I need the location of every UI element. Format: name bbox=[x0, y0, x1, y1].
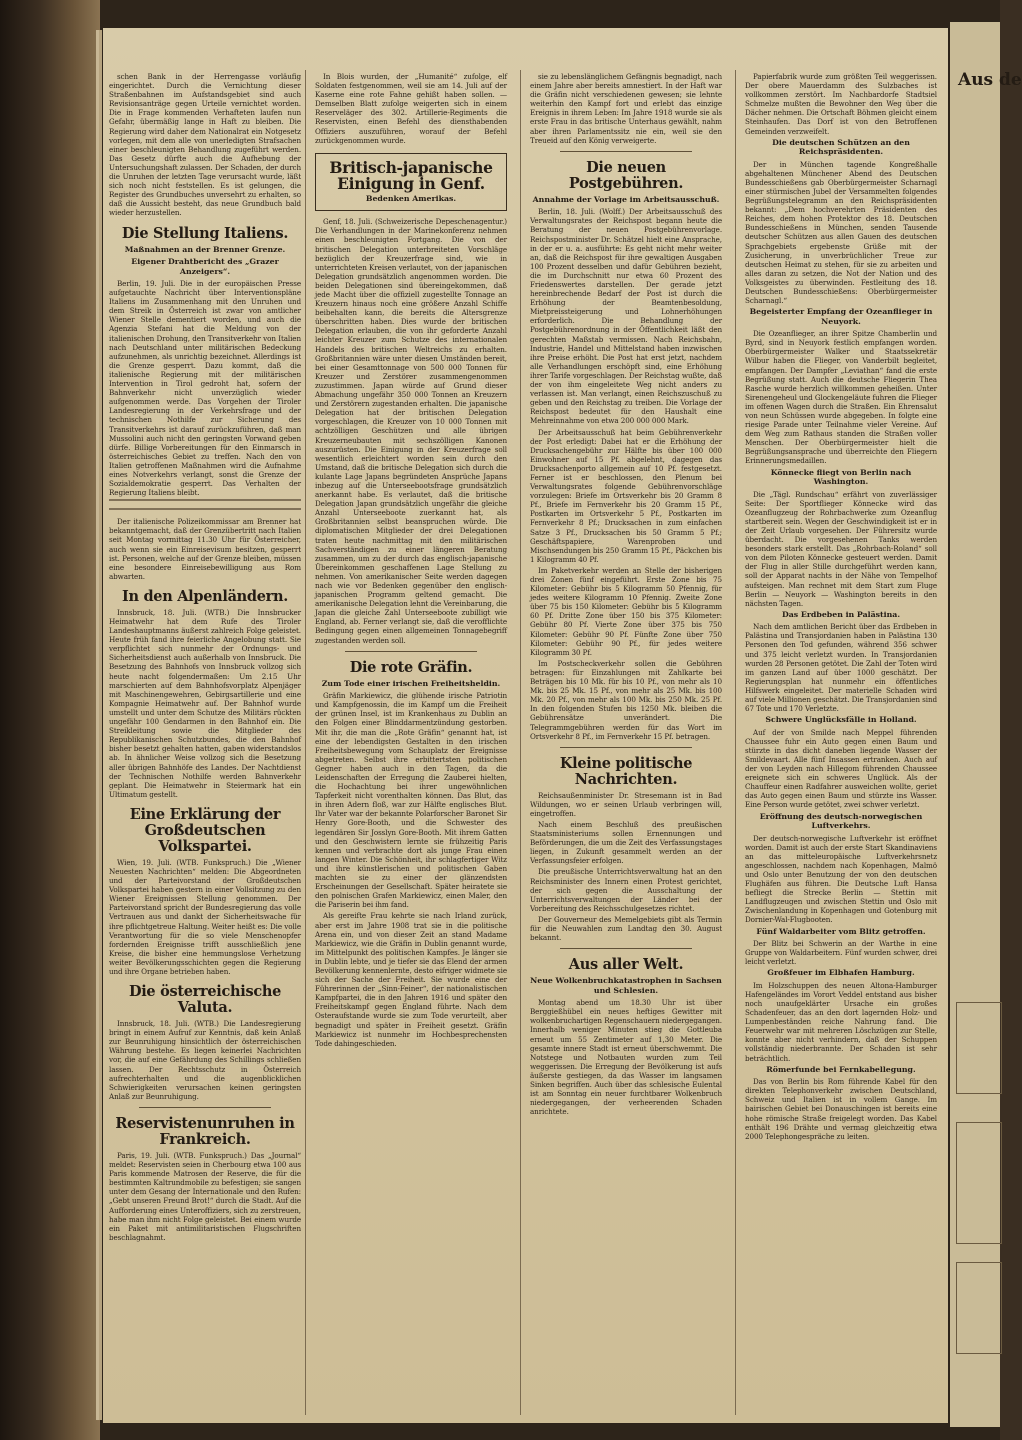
article-subheadline: Annahme der Vorlage im Arbeitsausschuß. bbox=[532, 194, 720, 204]
illegible-text-lines bbox=[109, 499, 301, 510]
article-paragraph: Der italienische Polizeikommissar am Brenner hat bekanntgemacht, daß der Grenzübertritt nach Italien seit Montag vormittag 11.30 Uhr für Österreicher, auch wenn sie ein Einreisevisum besitzen, gesperrt ist. Personen, welche auf der Grenze bleiben, müssen eine besondere Einreisebewilligung aus Rom abwarten. bbox=[109, 517, 301, 581]
article-subheadline: Schwere Unglücksfälle in Holland. bbox=[765, 715, 917, 725]
article-paragraph: schen Bank in der Herrengasse vorläufig eingerichtet. Durch die Vernichtung dieser Straßenbahnen im Aufstandsgebiet sind auch Revisionsanträge gegen Urteile vernichtet worden. Die in Frage kommenden Verhafteten laufen nun Gefahr, übermäßig lange in Haft zu bleiben. Die Regierung wird daher dem Nationalrat ein Notgesetz vorlegen, mit dem alle von unerledigten Strafsachen einer beschleunigten Behandlung zugeführt werden. Das Gesetz dürfte auch die Aufhebung der Untersuchungshaft zulassen. Der Schaden, der durch die Unruhen der letzten Tage verursacht wurde, läßt sich noch nicht feststellen. Es ist gelungen, die Register des Grundbuches unversehrt zu erhalten, so daß die Aussicht besteht, das neue Grundbuch bald wieder herzustellen. bbox=[109, 72, 301, 218]
article-subheadline: Bedenken Amerikas. bbox=[365, 193, 457, 203]
article-paragraph: Montag abend um 18.30 Uhr ist über Berggießhübel ein neues heftiges Gewitter mit wolkenbruchartigen Regenschauern niedergegangen. Innerhalb weniger Minuten stieg die Gottleuba erneut um 55 Zentimeter auf 1,30 Meter. Die gesamte innere Stadt ist erneut überschwemmt. Die Notstege und Notbauten wurden zum Teil weggerissen. Die Erregung der Bevölkerung ist aufs äußerste gestiegen, da das Wasser im langsamen Sinken begriffen. Auch über das schlesische Eulental ist am Sonntag ein neuer furchtbarer Wolkenbruch niedergegangen, der verheerenden Schaden anrichtete. bbox=[530, 998, 722, 1117]
facing-page-ad-box bbox=[956, 1122, 1002, 1244]
text-line bbox=[109, 499, 301, 501]
article-paragraph: Der Gouverneur des Memelgebiets gibt als Termin für die Neuwahlen zum Landtag den 30. August bekannt. bbox=[530, 914, 722, 943]
article-paragraph: Genf, 18. Juli. (Schweizerische Depeschenagentur.) Die Verhandlungen in der Marinekonferenz nehmen einen beschleunigten Fortgang. Die von der britischen Delegation unterbreiteten Vorschläge bezüglich der Kreuzerfrage sind, wie in unterrichteten Kreisen verlautet, von der japanischen Delegation grundsätzlich angenommen worden. Die beiden Delegationen sind übereingekommen, daß jede Macht über die offiziell zugestellte Tonnage an Kreuzern hinaus noch eine größere Anzahl Schiffe beibehalten kann, die bereits die Altersgrenze überschritten haben. Dies wurde der britischen Delegation erlauben, die von ihr geforderte Anzahl leichter Kreuzer zum Schutze des internationalen Handels des britischen Weltreichs zu erhalten. Großbritannien wäre unter diesen Umständen bereit, bei einer Gesamttonnage von 500 000 Tonnen für Kreuzer und Zerstörer zusammengenommen zuzustimmen. Japan würde auf Grund dieser Abmachung ungefähr 350 000 Tonnen an Kreuzern und Zerstörern zugestanden erhalten. Die japanische Delegation hat der britischen Delegation vorgeschlagen, die Kreuzer von 10 000 Tonnen mit achtzölligen Geschützen und alle übrigen Kreuzerneubauten mit sechszölligen Kanonen auszurüsten. Die Einigung in der Kreuzerfrage soll wesentlich erleichtert worden sein durch den Umstand, daß die britische Delegation sich durch die kulante Lage Japans begründeten Ansprüche Japans inbezug auf die Unterseebootsfrage grundsätzlich anerkannt habe. Es verlautet, daß die britische Delegation Japan grundsätzlich ungefähr die gleiche Anzahl Unterseeboote zuerkannt hat, als Großbritannien selbst beanspruchen würde. Die diplomatischen Mitglieder der drei Delegationen traten heute nachmittag mit den militärischen Sachverständigen zu einer längeren Beratung zusammen, um zu der durch das englisch-japanische Übereinkommen geschaffenen Lage Stellung zu nehmen. Von amerikanischer Seite werden dagegen nach wie vor Bedenken gegenüber den englisch-japanischen Programm geltend gemacht. Die amerikanische Delegation lehnt die Vereinbarung, die Japan die gleiche Zahl Unterseeboote zubilligt wie England, ab. Ferner verlangt sie, daß die verofflichte Bedingung gegen einen allgemeinen Tonnagebegriff zugestanden werden soll. bbox=[315, 217, 507, 645]
column-2 bbox=[315, 72, 507, 1412]
article-headline: Kleine politische Nachrichten. bbox=[559, 754, 693, 788]
article-subheadline: Fünf Waldarbeiter vom Blitz getroffen. bbox=[756, 926, 926, 936]
article-subheadline: Begeisterter Empfang der Ozeanflieger in Neuyork. bbox=[749, 307, 933, 326]
article-headline: Britisch-japanische Einigung in Genf. bbox=[329, 157, 493, 193]
article-paragraph: Im Paketverkehr werden an Stelle der bisherigen drei Zonen fünf eingeführt. Erste Zone bis 75 Kilometer: Gebühr bis 5 Kilogramm 50 Pfennig, für jedes weitere Kilogramm 10 Pfennig. Zweite Zone über 75 bis 150 Kilometer: Gebühr bis 5 Kilogramm 60 Pf. Dritte Zone über 150 bis 375 Kilometer: Gebühr 80 Pf. Vierte Zone über 375 bis 750 Kilometer: Gebühr 90 Pf. Fünfte Zone über 750 Kilometer: Gebühr 90 Pf., für jedes weitere Kilogramm 30 Pf. bbox=[530, 565, 722, 657]
article-paragraph: sie zu lebenslänglichem Gefängnis begnadigt, nach einem Jahre aber bereits amnestiert. In der Haft war die Gräfin nicht verschiedenen gewesen; sie lehnte weiterhin den Kampf fort und erlebt das einzige Ereignis in ihrem Leben: Im Jahre 1918 wurde sie als erste Frau in das britische Unterhaus gewählt, nahm aber ihren Parlamentssitz nie ein, weil sie den Treueid auf den König verweigerte. bbox=[530, 72, 722, 145]
article-headline: Reservistenunruhen in Frankreich. bbox=[115, 1114, 295, 1148]
newspaper-page bbox=[103, 28, 948, 1423]
article-headline: Die neuen Postgebühren. bbox=[568, 158, 684, 192]
article-paragraph: Wien, 19. Juli. (WTB. Funkspruch.) Die „Wiener Neuesten Nachrichten“ melden: Die Abgeordneten und der Parteivorstand der Großdeutschen Volkspartei haben gestern in einer Vollsitzung zu den Wiener Ereignissen Stellung genommen. Der Parteivorstand spricht der Bundesregierung das volle Vertrauen aus und dankt der Sicherheitswache für ihre pflichtgetreue Haltung. Weiter heißt es: Die volle Verantwortung für die so viele Menschenopfer fordernden Ereignisse trifft ausschließlich jene Kreise, die bisher eine hemmungslose Verhetzung weiter Bevölkerungsschichten gegen die Regierung und ihre Organe betrieben haben. bbox=[109, 857, 301, 976]
article-paragraph: Berlin, 18. Juli. (Wolff.) Der Arbeitsausschuß des Verwaltungsrates der Reichspost begann heute die Beratung der neuen Postgebührenvorlage. Reichspostminister Dr. Schätzel hielt eine Ansprache, in der er u. a. ausführte: Es geht nicht mehr weiter an, daß die Reichspost für ihre gewaltigen Ausgaben 100 Prozent desselben und dafür Gebühren bezieht, die im Durchschnitt nur etwa 60 Prozent des Friedenswertes darstellen. Der gerade jetzt hereinbrechende Bedarf der Post ist durch die Erhöhung der Beamtenbesoldung, Mietpreissteigerung und Lohnerhöhungen erforderlich. Die Behandlung der Postgebührenordnung in der Öffentlichkeit läßt den gerechten Maßstab vermissen. Nach Reichsbahn, Industrie, Handel und Mittelstand haben inzwischen ihre Preise erhöht. Die Post hat erst jetzt, nachdem alle Verhandlungen erschöpft sind, eine Erhöhung ihrer Tarife vorgeschlagen. Der Reichstag wußte, daß der von ihm eingeleitete Weg nicht anders zu verlassen ist. Man verlangt, einen Reichszuschuß zu geben und den Reichstag zu treiben. Die Vorlage der Reichspost bedeutet für den Haushalt eine Mehreinnahme von etwa 200 000 000 Mark. bbox=[530, 207, 722, 426]
text-line bbox=[109, 508, 301, 510]
article-headline: Die Stellung Italiens. bbox=[121, 224, 289, 242]
section-separator bbox=[345, 651, 477, 652]
article-subheadline: Könnecke fliegt von Berlin nach Washington. bbox=[770, 467, 912, 487]
column-rule bbox=[735, 70, 736, 1415]
article-subheadline: Zum Tode einer irischen Freiheitsheldin. bbox=[321, 678, 501, 688]
section-separator bbox=[560, 948, 692, 949]
section-separator bbox=[560, 151, 692, 152]
article-paragraph: Die Ozeanflieger, an ihrer Spitze Chamberlin und Byrd, sind in Neuyork festlich empfangen worden. Oberbürgermeister Walker und Staatssekretär Wilbur haben die Flieger, von Vanderbilt begleitet, empfangen. Der Dampfer „Leviathan“ fand die erste Begrüßung statt. Auch die deutsche Fliegerin Thea Rasche wurde herzlich willkommen geheißen. Unter Sirenengeheul und Glockengeläute fuhren die Flieger im offenen Wagen durch die Straßen. Ein Ehrensalut von neun Schüssen wurde abgegeben. In folgte eine riesige Parade unter Teilnahme vieler Vereine. Auf dem Weg zum Rathaus standen die Straßen voller Menschen. Der Oberbürgermeister hielt die Begrüßungsansprache und überreichte den Fliegern Erinnerungsmedaillen. bbox=[745, 329, 937, 466]
article-paragraph: Paris, 19. Juli. (WTB. Funkspruch.) Das „Journal“ meldet: Reservisten seien in Cherbourg etwa 100 aus Paris kommende Matrosen der Reserve, die für die bestimmten Kaltrundmobile zu befestigen; sie sangen unter dem Gesang der Internationale und den Rufen: „Gebt unseren Freund Brot!“ durch die Stadt. Auf die Aufforderung eines Unteroffiziers, sich zu zerstreuen, habe man ihm nicht Folge geleistet. Bei einem wurde ein Paket mit antimilitaristischen Flugschriften beschlagnahmt. bbox=[109, 1150, 301, 1242]
article-paragraph: Auf der von Smilde nach Meppel führenden Chaussee fuhr ein Auto gegen einen Baum und stürzte in das dicht daneben liegende Wasser der Smildevaart. Alle fünf Insassen ertranken. Auch auf der von Leyden nach Hillegom führenden Chaussee ereignete sich ein schweres Unglück. Als der Chauffeur einen Radfahrer ausweichen wollte, geriet das Auto gegen einen Baum und stürzte ins Wasser. Eine Person wurde getötet, zwei schwer verletzt. bbox=[745, 727, 937, 810]
facing-page-ad-box bbox=[956, 1262, 1002, 1354]
column-rule bbox=[520, 70, 521, 1415]
article-paragraph: Berlin, 19. Juli. Die in der europäischen Presse aufgetauchte Nachricht über Interventionspläne Italiens im Zusammenhang mit den Unruhen und dem Streik in Österreich ist zwar von amtlicher Wiener Stelle dementiert worden, und auch die Agenzia Stefani hat die Meldung von der italienischen Drohung, den Transitverkehr von Italien nach Deutschland unter militärischen Bedeckung aufzunehmen, als unrichtig bezeichnet. Allerdings ist die Grenze gesperrt. Dazu kommt, daß die italienische Regierung mit der militärischen Intervention in Tirol gedroht hat, sofern der Bahnverkehr nicht unverzüglich wieder aufgenommen werde. Das Vorgehen der Tiroler Landesregierung in der Verkehrsfrage und der technischen Nothilfe zur Sicherung des Transitverkehrs ist darauf zurückzuführen, daß man Mussolini auch nicht den geringsten Vorwand geben dürfe. Billige Vorbereitungen für den Einmarsch in österreichisches Gebiet zu treffen. Nach den von Italien getroffenen Maßnahmen wird die Aufnahme eines Notverkehrs verlangt, sonst die Grenze der Sozialdemokratie gesperrt. Das Verhalten der Regierung Italiens bleibt. bbox=[109, 279, 301, 498]
article-subheadline: Maßnahmen an der Brenner Grenze. bbox=[124, 244, 286, 254]
article-paragraph: Die preußische Unterrichtsverwaltung hat an den Reichsminister des Innern einen Protest gerichtet, der sich gegen die Ausschaltung der Unterrichtsverwaltungen der Länder bei der Vorbereitung des Reichsschulgesetzes richtet. bbox=[530, 867, 722, 913]
article-paragraph: Der Blitz bei Schwerin an der Warthe in eine Gruppe von Waldarbeitern. Fünf wurden schwer, drei leicht verletzt. bbox=[745, 939, 937, 967]
facing-page-ad-box bbox=[956, 1002, 1002, 1094]
article-subheadline: Neue Wolkenbruchkatastrophen in Sachsen und Schlesien. bbox=[530, 976, 722, 995]
facing-page bbox=[950, 22, 1022, 1427]
page-edge bbox=[99, 30, 102, 1420]
book-binding bbox=[0, 0, 100, 1440]
article-headline: In den Alpenländern. bbox=[121, 587, 289, 605]
article-subheadline: Römerfunde bei Fernkabellegung. bbox=[766, 1064, 916, 1074]
article-paragraph: Im Holzschuppen des neuen Altona-Hamburger Hafengeländes im Vorort Veddel entstand aus bisher noch unaufgeklärter Ursache ein großes Schadenfeuer, das an den dort lagernden Holz- und Lumpenbeständen reiche Nahrung fand. Die Feuerwehr war mit mehreren Löschzügen zur Stelle, konnte aber nicht verhindern, daß der Schuppen vollständig niederbrannte. Der Schaden ist sehr beträchtlich. bbox=[745, 980, 937, 1063]
column-1 bbox=[109, 72, 301, 1412]
section-separator bbox=[560, 747, 692, 748]
article-subheadline: Eröffnung des deutsch-norwegischen Luftverkehrs. bbox=[759, 811, 923, 831]
article-headline: Eine Erklärung der Großdeutschen Volkspartei. bbox=[129, 805, 281, 855]
article-paragraph: Der deutsch-norwegische Luftverkehr ist eröffnet worden. Damit ist auch der erste Start Skandinaviens an das mitteleuropäische Luftverkehrsnetz angeschlossen, nachdem nach Kopenhagen, Malmö und Oslo unter Benutzung der von den deutschen Flughäfen aus führen. Die Deutsche Luft Hansa befliegt die Strecke Berlin — Stettin mit Landflugzeugen und zwischen Stettin und Oslo mit Zwischenlandung in Kopenhagen und Gotenburg mit Dornier-Wal-Flugbooten. bbox=[745, 833, 937, 925]
article-paragraph: Im Postscheckverkehr sollen die Gebühren betragen: für Einzahlungen mit Zahlkarte bei Beträgen bis 10 Mk. für bis 10 Pf., von mehr als 10 Mk. bis 25 Mk. 15 Pf., von mehr als 25 Mk. bis 100 Mk. 20 Pf., von mehr als 100 Mk. bis 250 Mk. 25 Pf. In den folgenden Stufen bis 1250 Mk. bleiben die Gebührensätze unverändert. Die Telegrammgebühren werden für das Wort im Ortsverkehr 8 Pf., im Fernverkehr 15 Pf. betragen. bbox=[530, 658, 722, 741]
article-paragraph: Nach dem amtlichen Bericht über das Erdbeben in Palästina und Transjordanien haben in Palästina 130 Personen den Tod gefunden, während 356 schwer und 375 leicht verletzt wurden. In Transjordanien wurden 28 Personen getötet. Die Zahl der Toten wird im ganzen Land auf über 1000 geschätzt. Der Regierungsplan hat nunmehr ein öffentliches Hilfswerk eingeleitet. Der materielle Schaden wird auf viele Millionen geschätzt. Die Transjordanien sind 67 Tote und 170 Verletzte. bbox=[745, 622, 937, 714]
article-paragraph: Nach einem Beschluß des preußischen Staatsministeriums sollen Ernennungen und Beförderungen, die um die Zeit des Verfassungstages liegen, in Zukunft gesammelt werden an der Verfassungsfeier erfolgen. bbox=[530, 819, 722, 866]
boxed-headline bbox=[315, 153, 507, 212]
column-4 bbox=[745, 72, 937, 1412]
section-separator bbox=[139, 1107, 271, 1108]
article-paragraph: Innsbruck, 18. Juli. (WTB.) Die Innsbrucker Heimatwehr hat dem Rufe des Tiroler Landeshauptmanns äußerst zahlreich Folge geleistet. Heute früh fand ihre feierliche Angelobung statt. Sie verpflichtet sich nunmehr der Ordnungs- und Sicherheitsdienst auch außerhalb von Innsbruck. Die Besetzung des Bahnhofs von Innsbruck vollzog sich heute nacht folgendermaßen: Um 2.15 Uhr marschierten auf dem Bahnhofsvorplatz Alpenjäger mit Maschinengewehren, Gebirgsartillerie und eine Kompagnie Heimatwehr auf. Der Bahnhof wurde umstellt und unter dem Schutze des Militärs rückten ungefähr 100 Gendarmen in den Bahnhof ein. Die Streikleitung sowie die Mitglieder des Republikanischen Schutzbundes, die den Bahnhof bisher besetzt gehalten hatten, gaben widerstandslos ab. In ähnlicher Weise vollzog sich die Besetzung aller übrigen Bahnhöfe des Landes. Der Nachtdienst der Technischen Nothilfe werden Bahnverkehr geplant. Die Heimatwehr in Steiermark hat ein Ultimatum gestellt. bbox=[109, 607, 301, 799]
article-paragraph: Gräfin Markiewicz, die glühende irische Patriotin und Kampfgenossin, die im Kampf um die Freiheit der grünen Insel, ist im Krankenhaus zu Dublin an den Folgen einer Blinddarmentzündung gestorben. Mit ihr, die man die „Rote Gräfin“ genannt hat, ist eine der lebendigsten Gestalten in den irischen Freiheitsbewegung vom Schauplatz der Ereignisse abgetreten. Selbst ihre erbittertsten politischen Gegner haben auch in den Tagen, da die Leidenschaften der Erregung die Zauberei hielten, die Hochachtung bei ihrer ungewöhnlichen Tapferkeit nicht vorenthalten können. Das Blut, das in ihren Adern floß, war zur Hälfte englisches Blut. Ihr Vater war der bekannte Polarforscher Baronet Sir Henry Gore-Booth, und die Schwester des legendären Sir Josslyn Gore-Booth. Mit ihrem Gatten und den Geschwistern lernte sie frühzeitig Paris kennen und verbrachte dort als junge Frau einen langen Winter. Die Schönheit, ihr schlagfertiger Witz und ihre künstlerischen und politischen Gaben machten sie zu einer der glänzendsten Erscheinungen der Gesellschaft. Später heiratete sie den polnischen Grafen Markiewicz, einen Maler, den die Pariserin bei ihm fand. bbox=[315, 691, 507, 910]
article-paragraph: Der Arbeitsausschuß hat beim Gebührenverkehr der Post erledigt: Dabei hat er die Erhöhung der Drucksachengebühr zur Hälfte bis über 100 000 Einwohner auf 15 Pf. abgelehnt, dagegen das Drucksachenporto allgemein auf 10 Pf. festgesetzt. Ferner ist er beschlossen, den Plenum bei Verwaltungsrates folgende Gebührenvorschläge vorzulegen: Briefe im Ortsverkehr bis 20 Gramm 8 Pf., Briefe im Fernverkehr bis 20 Gramm 15 Pf., Postkarten im Ortsverkehr 5 Pf., Postkarten im Fernverkehr 8 Pf.; Drucksachen in zum einfachen Satze 3 Pf., Drucksachen bis 50 Gramm 5 Pf.; Geschäftspapiere, Warenproben und Mischsendungen bis 250 Gramm 15 Pf., Päckchen bis 1 Kilogramm 40 Pf. bbox=[530, 427, 722, 564]
article-headline: Aus aller Welt. bbox=[568, 956, 684, 974]
article-paragraph: Reichsaußenminister Dr. Stresemann ist in Bad Wildungen, wo er seinen Urlaub verbringen will, eingetroffen. bbox=[530, 790, 722, 818]
article-subheadline: Großfeuer im Elbhafen Hamburg. bbox=[767, 968, 915, 978]
article-paragraph: Das von Berlin bis Rom führende Kabel für den direkten Telephonverkehr zwischen Deutschland, Schweiz und Italien ist in vollem Gange. Im bairischen Gebiet bei Donauschingen ist bereits eine hohe römische Straße freigelegt worden. Das Kabel enthält 196 Drähte und vermag gleichzeitig etwa 2000 Telephongespräche zu leiten. bbox=[745, 1077, 937, 1141]
article-subheadline: Das Erdbeben in Palästina. bbox=[781, 609, 901, 619]
article-headline: Die rote Gräfin. bbox=[349, 658, 473, 676]
article-subheadline: Eigener Drahtbericht des „Grazer Anzeigers“. bbox=[131, 257, 279, 276]
article-headline: Die österreichische Valuta. bbox=[128, 983, 282, 1017]
column-rule bbox=[305, 70, 306, 1415]
article-paragraph: Die „Tägl. Rundschau“ erfährt von zuverlässiger Seite: Der Sportflieger Könnecke wird das Ozeanflugzeug der Rohrbachwerke zum Ozeanflug startbereit sein. Wegen der Geschwindigkeit ist er in der Zeit Urlaub vorgesehen. Der Führersitz wurde überdacht. Die vorgesehenen Tanks werden besonders stark erstellt. Das „Rohrbach-Roland“ soll von dem Piloten Könnecke gesteuert werden. Damit der Flug in aller Stille durchgeführt werden kann, soll der Apparat nachts in der Nähe von Tempelhof aufsteigen. Man rechnet mit dem Start zum Fluge Berlin — Neuyork — Washington bereits in den nächsten Tagen. bbox=[745, 489, 937, 608]
facing-page-title: Aus de bbox=[958, 70, 1022, 90]
article-paragraph: Als gereifte Frau kehrte sie nach Irland zurück, aber erst im Jahre 1908 trat sie in die politische Arena ein, und von dieser Zeit an stand Madame Markiewicz, wie die Gräfin in Dublin genannt wurde, im Mittelpunkt des politischen Kampfes. Je länger sie in Dublin lebte, und je tiefer sie das Elend der armen Bevölkerung kennenlernte, desto eifriger widmete sie sich der Sache der Freiheit. Sie wurde eine der Führerinnen der „Sinn-Feiner“, der nationalistischen Kampfpartei, die in den Jahren 1916 und später den Freiheitskampf gegen England führte. Nach dem Osteraufstande wurde sie zum Tode verurteilt, aber begnadigt und später in Freiheit gesetzt. Gräfin Markiewicz ist nunmehr im Hochbesprechensten Tode dahingeschieden. bbox=[315, 911, 507, 1048]
article-subheadline: Die deutschen Schützen an den Reichspräsidenten. bbox=[772, 137, 910, 157]
column-3 bbox=[530, 72, 722, 1412]
article-paragraph: Der in München tagende Kongreßhalle abgehaltenen Münchener Abend des Deutschen Bundesschießens gab Oberbürgermeister Scharnagl einer stürmischen Jubel der Versammelten folgendes Begrüßungstelegramm an den Reichspräsidenten bekannt: „Dem hochverehrten Präsidenten des Reiches, dem hohen Protektor des 18. Deutschen Bundesschießens in München, senden Tausende deutscher Schützen aus allen Gauen des deutschen Sprachgebiets ergebenste Grüße mit der Zusicherung, in unverbrüchlicher Treue zur deutschen Heimat zu stehen, für sie zu arbeiten und alles daran zu setzen, die Not der Nation und des Volksgeistes zu überwinden. Festleitung des 18. Deutschen Bundesschießens: Oberbürgermeister Scharnagl.“ bbox=[745, 159, 937, 306]
article-paragraph: Papierfabrik wurde zum größten Teil weggerissen. Der obere Mauerdamm des Sulzbaches ist vollkommen zerstört. Im Nachbardorfe Stadtsiel Schmelze mußten die Bewohner den Weg über die Dächer nehmen. Die Ortschaft Böhmen gleicht einem Steinhaufen. Das Dorf ist von den Betroffenen Gemeinden verzweifelt. bbox=[745, 72, 937, 136]
article-paragraph: Innsbruck, 18. Juli. (WTB.) Die Landesregierung bringt in einem Aufruf zur Kenntnis, daß kein Anlaß zur Beunruhigung hinsichtlich der österreichischen Währung bestehe. Es liegen keinerlei Nachrichten vor, die auf eine Gefährdung des Schillings schließen lassen. Der Rechtsschutz in Österreich aufrechterhalten und die augenblicklichen Schwierigkeiten verursachen keinen geringsten Anlaß zur Beunruhigung. bbox=[109, 1019, 301, 1101]
article-paragraph: In Blois wurden, der „Humanité“ zufolge, elf Soldaten festgenommen, weil sie am 14. Juli auf der Kaserne eine rote Fahne gehißt haben sollen. — Demselben Blatt zufolge weigerten sich in einem Reserveläger des 302. Artillerie-Regiments die Reservisten, einen Befehl des diensthabenden Offiziers auszuführen, worauf der Befehl zurückgenommen wurde. bbox=[315, 72, 507, 145]
